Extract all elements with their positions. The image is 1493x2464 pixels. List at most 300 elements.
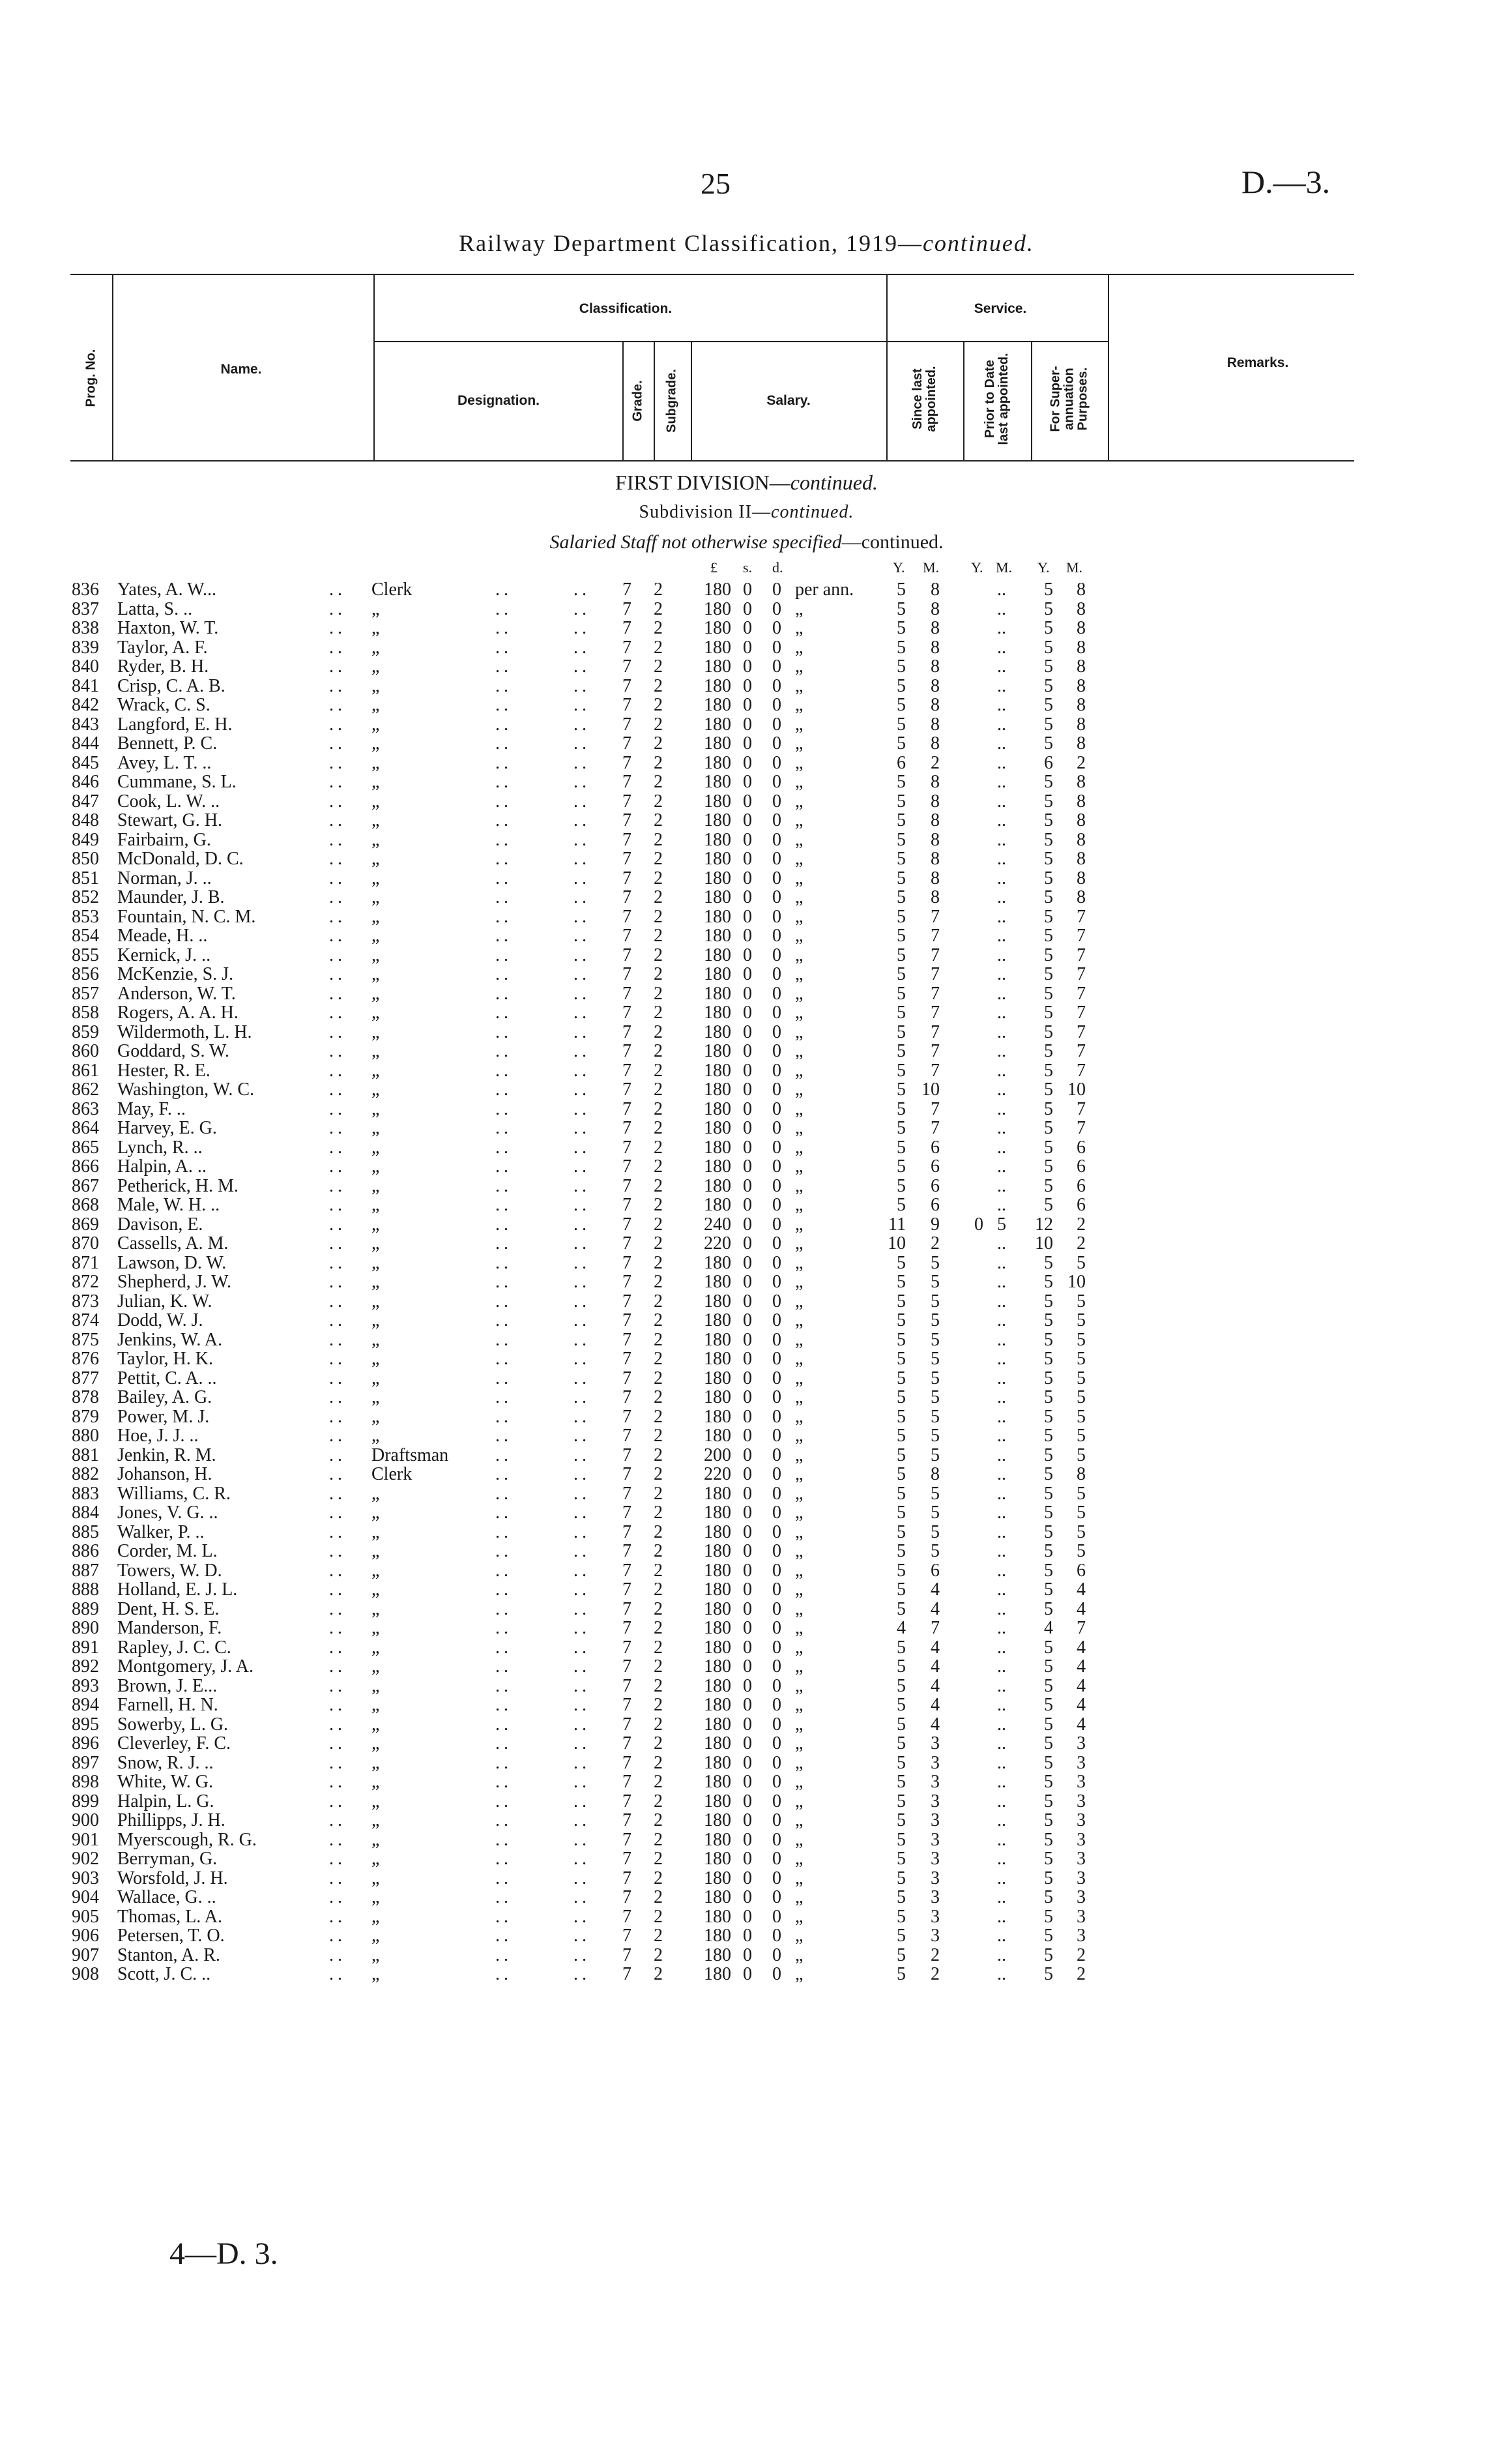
prior-months-cell: .. [997,618,1006,638]
subgrade-cell: 2 [654,1118,663,1138]
table-row [0,869,1493,888]
since-months-cell: 5 [931,1329,940,1350]
staff-label: Salaried Staff not otherwise specified [549,531,842,553]
table-row [0,619,1493,638]
designation-cell: „ [371,618,380,638]
subgrade-cell: 2 [654,887,663,907]
leader-dots: .. [329,1118,346,1138]
name-cell: Manderson, F. [117,1618,222,1638]
prior-months-cell: .. [997,1426,1006,1446]
salary-period-cell: „ [795,1618,804,1638]
salary-pence-cell: 0 [772,1598,781,1619]
salary-shillings-cell: 0 [743,1964,752,1984]
since-years-cell: 5 [897,791,906,812]
designation-cell: „ [371,1349,380,1369]
super-months-cell: 2 [1077,1214,1086,1235]
leader-dots: .. [495,1887,512,1907]
salary-pence-cell: 0 [772,1887,781,1907]
table-row [0,1792,1493,1811]
table-row [0,1561,1493,1581]
prog-no-cell: 839 [72,637,99,658]
super-years-cell: 5 [1044,1118,1053,1138]
prog-no-cell: 899 [72,1791,99,1811]
leader-dots: .. [573,1195,590,1215]
subgrade-cell: 2 [654,1406,663,1427]
salary-pounds-cell: 180 [704,618,731,638]
salary-shillings-cell: 0 [743,1829,752,1850]
designation-cell: Clerk [371,579,413,600]
leader-dots: .. [329,1618,346,1638]
since-months-cell: 8 [931,868,940,888]
leader-dots: .. [573,675,590,696]
salary-period-cell: „ [795,1752,804,1773]
grade-cell: 7 [622,1829,631,1850]
prior-months-cell: .. [997,1387,1006,1407]
leader-dots: .. [573,1752,590,1773]
designation-cell: „ [371,1887,380,1907]
leader-dots: .. [573,1098,590,1119]
salary-shillings-cell: 0 [743,1464,752,1484]
grade-cell: 7 [622,1021,631,1042]
grade-cell: 7 [622,1483,631,1504]
leader-dots: .. [495,1810,512,1830]
table-row [0,1003,1493,1023]
super-months-cell: 8 [1077,849,1086,869]
designation-cell: „ [371,675,380,696]
salary-shillings-cell: 0 [743,598,752,619]
col-rule [1108,274,1109,460]
leader-dots: .. [329,1368,346,1388]
super-months-cell: 6 [1077,1137,1086,1158]
since-years-cell: 5 [897,1887,906,1907]
designation-cell: „ [371,849,380,869]
since-months-cell: 8 [931,791,940,812]
salary-period-cell: „ [795,1272,804,1292]
since-years-cell: 5 [897,772,906,792]
designation-cell: „ [371,733,380,754]
prior-months-cell: .. [997,1195,1006,1215]
leader-dots: .. [329,945,346,965]
super-months-cell: 3 [1077,1906,1086,1927]
salary-shillings-cell: 0 [743,1695,752,1715]
salary-pounds-cell: 180 [704,1752,731,1773]
designation-cell: „ [371,1579,380,1600]
salary-pounds-cell: 180 [704,1656,731,1677]
leader-dots: .. [329,1003,346,1023]
salary-pence-cell: 0 [772,1579,781,1600]
name-cell: Fairbairn, G. [117,829,211,850]
salary-period-cell: „ [795,772,804,792]
name-cell: Wrack, C. S. [117,695,210,715]
table-row [0,1349,1493,1369]
prior-months-cell: .. [997,752,1006,773]
since-months-cell: 8 [931,849,940,869]
since-years-cell: 5 [897,656,906,677]
salary-pence-cell: 0 [772,637,781,658]
since-months-cell: 6 [931,1195,940,1215]
prog-no-cell: 880 [72,1426,99,1446]
leader-dots: .. [573,1541,590,1561]
unit-years-since: Y. [893,559,905,576]
prior-months-cell: .. [997,1252,1006,1273]
prior-months-cell: .. [997,945,1006,965]
subgrade-cell: 2 [654,1656,663,1677]
since-months-cell: 4 [931,1675,940,1696]
since-months-cell: 4 [931,1695,940,1715]
super-years-cell: 5 [1044,1752,1053,1773]
salary-pence-cell: 0 [772,1656,781,1677]
super-months-cell: 5 [1077,1252,1086,1273]
header-bottom-rule [70,460,1354,462]
salary-period-cell: „ [795,1598,804,1619]
salary-pounds-cell: 180 [704,1733,731,1753]
subgrade-cell: 2 [654,1079,663,1100]
prog-no-cell: 903 [72,1868,99,1888]
since-months-cell: 5 [931,1252,940,1273]
leader-dots: .. [329,1637,346,1658]
grade-cell: 7 [622,945,631,965]
super-months-cell: 7 [1077,983,1086,1004]
grade-cell: 7 [622,1887,631,1907]
subgrade-cell: 2 [654,695,663,715]
table-row [0,1330,1493,1350]
subgrade-cell: 2 [654,1291,663,1312]
prog-no-cell: 883 [72,1483,99,1504]
table-row [0,1542,1493,1561]
designation-cell: „ [371,1098,380,1119]
leader-dots: .. [573,1368,590,1388]
salary-shillings-cell: 0 [743,810,752,830]
name-cell: Taylor, H. K. [117,1349,213,1369]
leader-dots: .. [573,945,590,965]
prior-months-cell: .. [997,964,1006,984]
prior-months-cell: .. [997,1926,1006,1946]
salary-pounds-cell: 180 [704,675,731,696]
prog-no-cell: 897 [72,1752,99,1773]
prior-months-cell: .. [997,1041,1006,1061]
col-rule [1031,341,1032,460]
grade-cell: 7 [622,849,631,869]
super-months-cell: 10 [1067,1272,1086,1292]
since-months-cell: 8 [931,772,940,792]
leader-dots: .. [495,1118,512,1138]
salary-shillings-cell: 0 [743,1291,752,1312]
leader-dots: .. [495,1521,512,1542]
since-months-cell: 7 [931,1021,940,1042]
grade-cell: 7 [622,733,631,754]
super-years-cell: 5 [1044,1021,1053,1042]
prior-months-cell: .. [997,1541,1006,1561]
designation-cell: „ [371,983,380,1004]
salary-period-cell: „ [795,1175,804,1196]
salary-pounds-cell: 180 [704,1675,731,1696]
leader-dots: .. [495,1752,512,1773]
prior-months-cell: .. [997,1483,1006,1504]
table-row [0,926,1493,946]
prior-months-cell: .. [997,579,1006,600]
salary-period-cell: „ [795,1829,804,1850]
prog-no-cell: 869 [72,1214,99,1235]
subgrade-cell: 2 [654,1675,663,1696]
salary-period-cell: „ [795,1887,804,1907]
leader-dots: .. [573,868,590,888]
designation-cell: „ [371,1964,380,1984]
since-years-cell: 11 [888,1214,906,1235]
grade-cell: 7 [622,810,631,830]
grade-cell: 7 [622,1541,631,1561]
header-remarks: Remarks. [1226,355,1289,370]
subdivision-continued: continued. [771,502,854,522]
prog-no-cell: 854 [72,926,99,946]
super-years-cell: 5 [1044,1445,1053,1465]
salary-shillings-cell: 0 [743,849,752,869]
leader-dots: .. [329,1483,346,1504]
salary-pence-cell: 0 [772,598,781,619]
unit-pound: £ [710,559,718,576]
prior-months-cell: .. [997,1656,1006,1677]
leader-dots: .. [329,1175,346,1196]
salary-pence-cell: 0 [772,1714,781,1735]
leader-dots: .. [573,926,590,946]
name-cell: Stewart, G. H. [117,810,222,830]
since-months-cell: 5 [931,1483,940,1504]
name-cell: Lawson, D. W. [117,1252,227,1273]
super-years-cell: 5 [1044,714,1053,735]
super-months-cell: 3 [1077,1926,1086,1946]
leader-dots: .. [573,1656,590,1677]
leader-dots: .. [329,1291,346,1312]
subgrade-cell: 2 [654,868,663,888]
prior-months-cell: .. [997,1233,1006,1254]
since-years-cell: 5 [897,1156,906,1177]
salary-pounds-cell: 180 [704,1791,731,1811]
super-months-cell: 8 [1077,695,1086,715]
leader-dots: .. [329,1964,346,1984]
designation-cell: „ [371,810,380,830]
since-years-cell: 5 [897,926,906,946]
leader-dots: .. [329,1944,346,1965]
designation-cell: „ [371,1944,380,1965]
salary-period-cell: „ [795,1406,804,1427]
leader-dots: .. [329,1675,346,1696]
salary-pounds-cell: 180 [704,1579,731,1600]
prior-years-cell: 0 [974,1214,983,1235]
super-months-cell: 8 [1077,656,1086,677]
leader-dots: .. [329,1656,346,1677]
super-months-cell: 5 [1077,1349,1086,1369]
designation-cell: „ [371,1560,380,1581]
designation-cell: „ [371,656,380,677]
salary-shillings-cell: 0 [743,926,752,946]
designation-cell: „ [371,1175,380,1196]
grade-cell: 7 [622,752,631,773]
name-cell: Meade, H. .. [117,926,208,946]
super-months-cell: 5 [1077,1541,1086,1561]
since-months-cell: 8 [931,887,940,907]
designation-cell: „ [371,1849,380,1869]
prog-no-cell: 857 [72,983,99,1004]
grade-cell: 7 [622,1041,631,1061]
salary-period-cell: „ [795,1310,804,1330]
since-years-cell: 5 [897,1310,906,1330]
since-months-cell: 4 [931,1579,940,1600]
leader-dots: .. [573,1329,590,1350]
super-years-cell: 5 [1044,1464,1053,1484]
since-years-cell: 5 [897,1483,906,1504]
salary-pounds-cell: 180 [704,1310,731,1330]
leader-dots: .. [495,1598,512,1619]
leader-dots: .. [495,1483,512,1504]
grade-cell: 7 [622,1195,631,1215]
table-row [0,888,1493,907]
salary-pence-cell: 0 [772,1618,781,1638]
salary-pounds-cell: 180 [704,1503,731,1523]
subgrade-cell: 2 [654,1060,663,1081]
leader-dots: .. [495,1829,512,1850]
salary-period-cell: „ [795,868,804,888]
leader-dots: .. [329,1098,346,1119]
leader-dots: .. [329,618,346,638]
super-years-cell: 5 [1044,964,1053,984]
grade-cell: 7 [622,1964,631,1984]
name-cell: Johanson, H. [117,1464,212,1484]
designation-cell: „ [371,752,380,773]
super-months-cell: 2 [1077,1944,1086,1965]
leader-dots: .. [573,1868,590,1888]
salary-shillings-cell: 0 [743,1060,752,1081]
leader-dots: .. [495,714,512,735]
designation-cell: „ [371,1906,380,1927]
subgrade-cell: 2 [654,1195,663,1215]
since-months-cell: 7 [931,1041,940,1061]
name-cell: Washington, W. C. [117,1079,255,1100]
prog-no-cell: 836 [72,579,99,600]
table-row [0,734,1493,754]
since-years-cell: 5 [897,1926,906,1946]
salary-period-cell: „ [795,1464,804,1484]
name-cell: Bailey, A. G. [117,1387,212,1407]
prog-no-cell: 870 [72,1233,99,1254]
name-cell: Walker, P. .. [117,1521,205,1542]
unit-pence: d. [772,559,783,576]
super-years-cell: 5 [1044,1349,1053,1369]
leader-dots: .. [573,1598,590,1619]
salary-period-cell: „ [795,1233,804,1254]
since-years-cell: 5 [897,887,906,907]
salary-pounds-cell: 180 [704,1349,731,1369]
since-months-cell: 4 [931,1714,940,1735]
salary-shillings-cell: 0 [743,752,752,773]
name-cell: Langford, E. H. [117,714,233,735]
salary-pounds-cell: 200 [704,1445,731,1465]
since-months-cell: 5 [931,1349,940,1369]
salary-pence-cell: 0 [772,887,781,907]
name-cell: Yates, A. W... [117,579,216,600]
salary-pounds-cell: 180 [704,868,731,888]
grade-cell: 7 [622,1272,631,1292]
since-years-cell: 5 [897,1637,906,1658]
leader-dots: .. [495,637,512,658]
salary-shillings-cell: 0 [743,906,752,927]
prior-months-cell: .. [997,1021,1006,1042]
designation-cell: „ [371,868,380,888]
leader-dots: .. [573,964,590,984]
prior-months-cell: .. [997,1829,1006,1850]
leader-dots: .. [495,983,512,1004]
leader-dots: .. [495,1944,512,1965]
col-rule [112,274,113,460]
salary-pounds-cell: 180 [704,1021,731,1042]
name-cell: Cleverley, F. C. [117,1733,231,1753]
subgrade-cell: 2 [654,1349,663,1369]
salary-pence-cell: 0 [772,1368,781,1388]
leader-dots: .. [495,1426,512,1446]
grade-cell: 7 [622,1944,631,1965]
prior-months-cell: .. [997,1944,1006,1965]
salary-pence-cell: 0 [772,1041,781,1061]
super-years-cell: 5 [1044,926,1053,946]
salary-shillings-cell: 0 [743,983,752,1004]
super-months-cell: 4 [1077,1714,1086,1735]
name-cell: Bennett, P. C. [117,733,218,754]
salary-shillings-cell: 0 [743,1483,752,1504]
leader-dots: .. [495,1137,512,1158]
leader-dots: .. [573,1156,590,1177]
table-row [0,638,1493,658]
super-years-cell: 5 [1044,1310,1053,1330]
table-row [0,1272,1493,1292]
salary-pence-cell: 0 [772,1060,781,1081]
super-years-cell: 5 [1044,868,1053,888]
since-months-cell: 5 [931,1503,940,1523]
prog-no-cell: 864 [72,1118,99,1138]
super-months-cell: 5 [1077,1310,1086,1330]
name-cell: Hester, R. E. [117,1060,210,1081]
table-row [0,1426,1493,1446]
leader-dots: .. [495,695,512,715]
since-years-cell: 5 [897,1810,906,1830]
prog-no-cell: 887 [72,1560,99,1581]
leader-dots: .. [329,1829,346,1850]
salary-period-cell: „ [795,1579,804,1600]
salary-period-cell: „ [795,1426,804,1446]
salary-pence-cell: 0 [772,1868,781,1888]
since-months-cell: 9 [931,1214,940,1235]
super-years-cell: 5 [1044,945,1053,965]
salary-pence-cell: 0 [772,983,781,1004]
grade-cell: 7 [622,714,631,735]
super-years-cell: 5 [1044,1329,1053,1350]
leader-dots: .. [495,598,512,619]
subgrade-cell: 2 [654,772,663,792]
leader-dots: .. [495,1791,512,1811]
since-months-cell: 7 [931,1118,940,1138]
salary-pounds-cell: 180 [704,906,731,927]
super-years-cell: 5 [1044,1291,1053,1312]
name-cell: Scott, J. C. .. [117,1964,211,1984]
grade-cell: 7 [622,1521,631,1542]
table-row [0,1734,1493,1753]
subgrade-cell: 2 [654,1445,663,1465]
prior-months-cell: .. [997,1752,1006,1773]
subgrade-cell: 2 [654,1752,663,1773]
prior-months-cell: .. [997,887,1006,907]
leader-dots: .. [329,1214,346,1235]
leader-dots: .. [573,791,590,812]
designation-cell: „ [371,1426,380,1446]
salary-period-cell: „ [795,1695,804,1715]
salary-period-cell: „ [795,791,804,812]
